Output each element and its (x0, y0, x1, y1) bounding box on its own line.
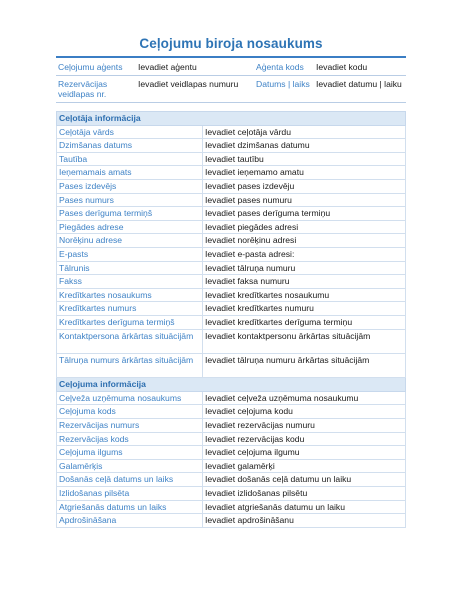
field-value[interactable]: Ievadiet norēķinu adresi (203, 234, 406, 248)
table-row (57, 152, 406, 166)
table-row (57, 193, 406, 207)
field-label: Ceļveža uzņēmuma nosaukums (57, 391, 203, 405)
field-label: Kontaktpersona ārkārtas situācijām (57, 329, 203, 353)
table-row (57, 234, 406, 248)
section-header (57, 112, 406, 126)
field-label: Piegādes adrese (57, 220, 203, 234)
field-value[interactable]: Ievadiet došanās ceļā datumu un laiku (203, 473, 406, 487)
datetime-field[interactable]: Ievadiet datumu | laiku (314, 75, 406, 102)
table-row (57, 207, 406, 221)
section-heading: Ceļojuma informācija (57, 378, 406, 392)
table-row (57, 446, 406, 460)
field-label: Pases derīguma termiņš (57, 207, 203, 221)
field-value[interactable]: Ievadiet apdrošināšanu (203, 514, 406, 528)
datetime-label: Datums | laiks (254, 75, 314, 102)
table-row (57, 288, 406, 302)
field-label: Kredītkartes derīguma termiņš (57, 315, 203, 329)
field-value[interactable]: Ievadiet ceļveža uzņēmuma nosaukumu (203, 391, 406, 405)
field-value[interactable]: Ievadiet ieņemamo amatu (203, 166, 406, 180)
field-label: Tālrunis (57, 261, 203, 275)
field-value[interactable]: Ievadiet ceļojuma kodu (203, 405, 406, 419)
table-row (57, 514, 406, 528)
field-label: Kredītkartes numurs (57, 302, 203, 316)
field-label: Apdrošināšana (57, 514, 203, 528)
table-row (57, 459, 406, 473)
field-value[interactable]: Ievadiet faksa numuru (203, 275, 406, 289)
field-value[interactable]: Ievadiet kredītkartes numuru (203, 302, 406, 316)
table-row (57, 247, 406, 261)
field-label: Ceļotāja vārds (57, 125, 203, 139)
table-row (57, 391, 406, 405)
field-label: Galamērķis (57, 459, 203, 473)
field-label: Rezervācijas numurs (57, 419, 203, 433)
field-label: Norēķinu adrese (57, 234, 203, 248)
title-rule (56, 56, 406, 58)
field-label: Došanās ceļā datums un laiks (57, 473, 203, 487)
meta-row-agent (56, 60, 406, 75)
details-table (56, 111, 406, 528)
field-value[interactable]: Ievadiet tautību (203, 152, 406, 166)
field-value[interactable]: Ievadiet dzimšanas datumu (203, 139, 406, 153)
table-row (57, 432, 406, 446)
table-row (57, 500, 406, 514)
form-number-field[interactable]: Ievadiet veidlapas numuru (136, 75, 254, 102)
field-label: Dzimšanas datums (57, 139, 203, 153)
section-header (57, 378, 406, 392)
field-value[interactable]: Ievadiet ceļojuma ilgumu (203, 446, 406, 460)
field-label: Ceļojuma kods (57, 405, 203, 419)
meta-table (56, 60, 406, 103)
section-heading: Ceļotāja informācija (57, 112, 406, 126)
field-value[interactable]: Ievadiet ceļotāja vārdu (203, 125, 406, 139)
meta-row-form (56, 75, 406, 102)
table-row (57, 487, 406, 501)
field-value[interactable]: Ievadiet e-pasta adresi: (203, 247, 406, 261)
field-value[interactable]: Ievadiet rezervācijas numuru (203, 419, 406, 433)
table-row (57, 315, 406, 329)
field-label: Pases izdevējs (57, 179, 203, 193)
table-row (57, 329, 406, 353)
field-value[interactable]: Ievadiet tālruņa numuru ārkārtas situācijām (203, 353, 406, 377)
field-value[interactable]: Ievadiet pases izdevēju (203, 179, 406, 193)
table-row (57, 261, 406, 275)
field-label: Kredītkartes nosaukums (57, 288, 203, 302)
field-label: Fakss (57, 275, 203, 289)
field-value[interactable]: Ievadiet pases numuru (203, 193, 406, 207)
table-row (57, 125, 406, 139)
agent-code-field[interactable]: Ievadiet kodu (314, 60, 406, 75)
table-row (57, 220, 406, 234)
table-row (57, 179, 406, 193)
field-value[interactable]: Ievadiet pases derīguma termiņu (203, 207, 406, 221)
field-value[interactable]: Ievadiet izlidošanas pilsētu (203, 487, 406, 501)
agent-code-label: Aģenta kods (254, 60, 314, 75)
field-value[interactable]: Ievadiet atgriešanās datumu un laiku (203, 500, 406, 514)
agent-label: Ceļojumu aģents (56, 60, 136, 75)
field-value[interactable]: Ievadiet rezervācijas kodu (203, 432, 406, 446)
table-row (57, 139, 406, 153)
field-value[interactable]: Ievadiet galamērķi (203, 459, 406, 473)
field-label: Tālruņa numurs ārkārtas situācijām (57, 353, 203, 377)
field-label: Ceļojuma ilgums (57, 446, 203, 460)
field-label: Izlidošanas pilsēta (57, 487, 203, 501)
field-label: Rezervācijas kods (57, 432, 203, 446)
table-row (57, 353, 406, 377)
field-label: Ieņemamais amats (57, 166, 203, 180)
table-row (57, 275, 406, 289)
table-row (57, 302, 406, 316)
table-row (57, 166, 406, 180)
field-value[interactable]: Ievadiet kontaktpersonu ārkārtas situācijām (203, 329, 406, 353)
table-row (57, 419, 406, 433)
field-value[interactable]: Ievadiet kredītkartes nosaukumu (203, 288, 406, 302)
field-value[interactable]: Ievadiet tālruņa numuru (203, 261, 406, 275)
field-label: Atgriešanās datums un laiks (57, 500, 203, 514)
field-value[interactable]: Ievadiet piegādes adresi (203, 220, 406, 234)
field-label: Tautība (57, 152, 203, 166)
table-row (57, 405, 406, 419)
field-label: Pases numurs (57, 193, 203, 207)
field-value[interactable]: Ievadiet kredītkartes derīguma termiņu (203, 315, 406, 329)
form-number-label: Rezervācijas veidlapas nr. (56, 75, 136, 102)
field-label: E-pasts (57, 247, 203, 261)
table-row (57, 473, 406, 487)
page-title: Ceļojumu biroja nosaukums (139, 36, 323, 51)
agent-value-field[interactable]: Ievadiet aģentu (136, 60, 254, 75)
